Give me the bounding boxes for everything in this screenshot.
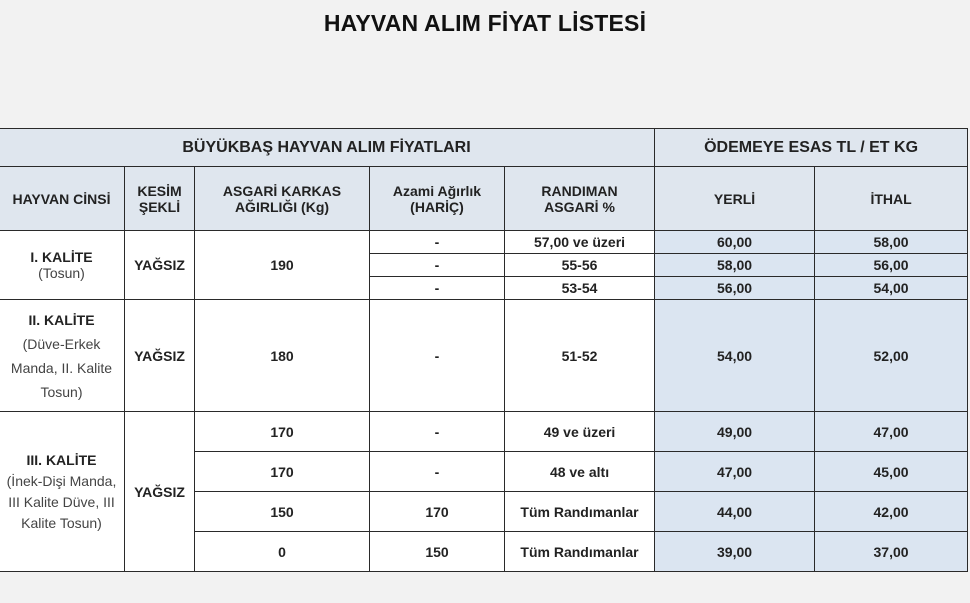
cut-cell: YAĞSIZ	[125, 300, 195, 412]
col-header-cut	[125, 167, 195, 231]
yield-cell: 51-52	[505, 300, 655, 412]
yield-cell: Tüm Randımanlar	[505, 492, 655, 532]
max-weight-cell: -	[370, 254, 505, 277]
carcass-cell: 190	[195, 231, 370, 300]
kind-cell	[0, 231, 125, 300]
max-weight-cell: 150	[370, 532, 505, 572]
yield-cell: 49 ve üzeri	[505, 412, 655, 452]
kind-sub: III Kalite Düve, III	[8, 493, 115, 510]
col-header-cut-line1: KESİM	[137, 182, 182, 199]
col-header-max-weight-line2: (HARİÇ)	[410, 198, 464, 215]
col-header-max-weight-line1: Azami Ağırlık	[392, 182, 482, 199]
table-row	[0, 412, 968, 452]
header-payment-basis: ÖDEMEYE ESAS TL / ET KG	[655, 129, 968, 167]
yield-cell: 53-54	[505, 277, 655, 300]
local-price-cell: 54,00	[655, 300, 815, 412]
kind-cell	[0, 412, 125, 572]
carcass-cell: 150	[195, 492, 370, 532]
max-weight-cell: -	[370, 300, 505, 412]
kind-title: II. KALİTE	[28, 311, 95, 328]
local-price-cell: 47,00	[655, 452, 815, 492]
cut-cell: YAĞSIZ	[125, 412, 195, 572]
col-header-cut-line2: ŞEKLİ	[138, 198, 181, 215]
kind-sub: (İnek-Dişi Manda,	[6, 472, 117, 489]
header-cattle-prices: BÜYÜKBAŞ HAYVAN ALIM FİYATLARI	[0, 129, 655, 167]
col-header-yield	[505, 167, 655, 231]
column-header-row	[0, 167, 968, 231]
import-price-cell: 47,00	[815, 412, 968, 452]
carcass-cell: 170	[195, 452, 370, 492]
max-weight-cell: -	[370, 277, 505, 300]
price-table	[0, 128, 968, 572]
import-price-cell: 42,00	[815, 492, 968, 532]
import-price-cell: 56,00	[815, 254, 968, 277]
kind-title: I. KALİTE	[30, 249, 93, 265]
col-header-local: YERLİ	[655, 167, 815, 231]
carcass-cell: 180	[195, 300, 370, 412]
local-price-cell: 49,00	[655, 412, 815, 452]
yield-cell: 57,00 ve üzeri	[505, 231, 655, 254]
kind-sub: Manda, II. Kalite	[10, 359, 113, 376]
kind-sub: Kalite Tosun)	[21, 514, 102, 531]
max-weight-cell: -	[370, 231, 505, 254]
kind-title: III. KALİTE	[26, 451, 97, 468]
col-header-carcass-line1: ASGARİ KARKAS	[222, 182, 342, 199]
col-header-yield-line2: ASGARİ %	[544, 198, 615, 215]
col-header-import: İTHAL	[815, 167, 968, 231]
col-header-kind: HAYVAN CİNSİ	[0, 167, 125, 231]
max-weight-cell: -	[370, 452, 505, 492]
carcass-cell: 170	[195, 412, 370, 452]
max-weight-cell: 170	[370, 492, 505, 532]
col-header-carcass	[195, 167, 370, 231]
cut-cell: YAĞSIZ	[125, 231, 195, 300]
import-price-cell: 52,00	[815, 300, 968, 412]
import-price-cell: 45,00	[815, 452, 968, 492]
table-row	[0, 231, 968, 254]
kind-cell	[0, 300, 125, 412]
import-price-cell: 37,00	[815, 532, 968, 572]
col-header-yield-line1: RANDIMAN	[541, 182, 618, 199]
local-price-cell: 58,00	[655, 254, 815, 277]
group-header-row	[0, 129, 968, 167]
local-price-cell: 60,00	[655, 231, 815, 254]
local-price-cell: 56,00	[655, 277, 815, 300]
kind-sub: (Tosun)	[38, 265, 85, 281]
col-header-carcass-line2: AĞIRLIĞI (Kg)	[234, 198, 330, 215]
import-price-cell: 58,00	[815, 231, 968, 254]
col-header-max-weight	[370, 167, 505, 231]
max-weight-cell: -	[370, 412, 505, 452]
local-price-cell: 39,00	[655, 532, 815, 572]
import-price-cell: 54,00	[815, 277, 968, 300]
yield-cell: Tüm Randımanlar	[505, 532, 655, 572]
table-row	[0, 300, 968, 412]
kind-sub: (Düve-Erkek	[22, 335, 101, 352]
page-title: HAYVAN ALIM FİYAT LİSTESİ	[323, 10, 647, 36]
kind-sub: Tosun)	[40, 383, 83, 400]
carcass-cell: 0	[195, 532, 370, 572]
yield-cell: 55-56	[505, 254, 655, 277]
local-price-cell: 44,00	[655, 492, 815, 532]
yield-cell: 48 ve altı	[505, 452, 655, 492]
